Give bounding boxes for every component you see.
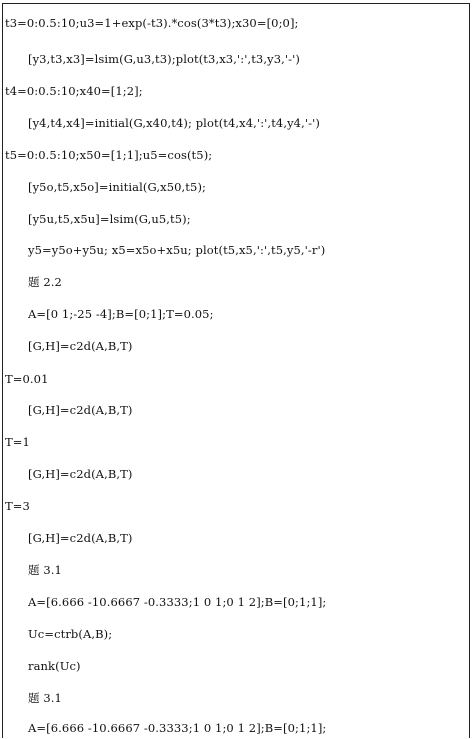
- code-line-15: [G,H]=c2d(A,B,T): [28, 467, 133, 481]
- code-line-7: [y5u,t5,x5u]=lsim(G,u5,t5);: [28, 212, 191, 226]
- code-line-17: [G,H]=c2d(A,B,T): [28, 531, 133, 545]
- code-line-10: A=[0 1;-25 -4];B=[0;1];T=0.05;: [28, 307, 214, 321]
- code-line-23: A=[6.666 -10.6667 -0.3333;1 0 1;0 1 2];B=[0;1;1];: [28, 721, 327, 735]
- code-line-21: rank(Uc): [28, 659, 81, 673]
- code-line-1: t3=0:0.5:10;u3=1+exp(-t3).*cos(3*t3);x30=[0;0];: [5, 16, 299, 30]
- code-line-6: [y5o,t5,x5o]=initial(G,x50,t5);: [28, 180, 207, 194]
- code-line-14: T=1: [5, 435, 30, 449]
- code-line-16: T=3: [5, 499, 30, 513]
- code-line-2: [y3,t3,x3]=lsim(G,u3,t3);plot(t3,x3,':',t3,y3,'-'): [28, 52, 300, 66]
- code-line-12: T=0.01: [5, 372, 49, 386]
- section-heading-3-1-b: 题 3.1: [28, 691, 62, 705]
- code-line-19: A=[6.666 -10.6667 -0.3333;1 0 1;0 1 2];B=[0;1;1];: [28, 595, 327, 609]
- code-line-3: t4=0:0.5:10;x40=[1;2];: [5, 84, 143, 98]
- code-line-20: Uc=ctrb(A,B);: [28, 627, 113, 641]
- section-heading-3-1-a: 题 3.1: [28, 563, 62, 577]
- code-line-8: y5=y5o+y5u; x5=x5o+x5u; plot(t5,x5,':',t5,y5,'-r'): [28, 243, 326, 257]
- code-line-11: [G,H]=c2d(A,B,T): [28, 339, 133, 353]
- section-heading-2-2: 题 2.2: [28, 275, 62, 289]
- code-line-13: [G,H]=c2d(A,B,T): [28, 403, 133, 417]
- code-line-4: [y4,t4,x4]=initial(G,x40,t4); plot(t4,x4,':',t4,y4,'-'): [28, 116, 320, 130]
- code-line-5: t5=0:0.5:10;x50=[1;1];u5=cos(t5);: [5, 148, 213, 162]
